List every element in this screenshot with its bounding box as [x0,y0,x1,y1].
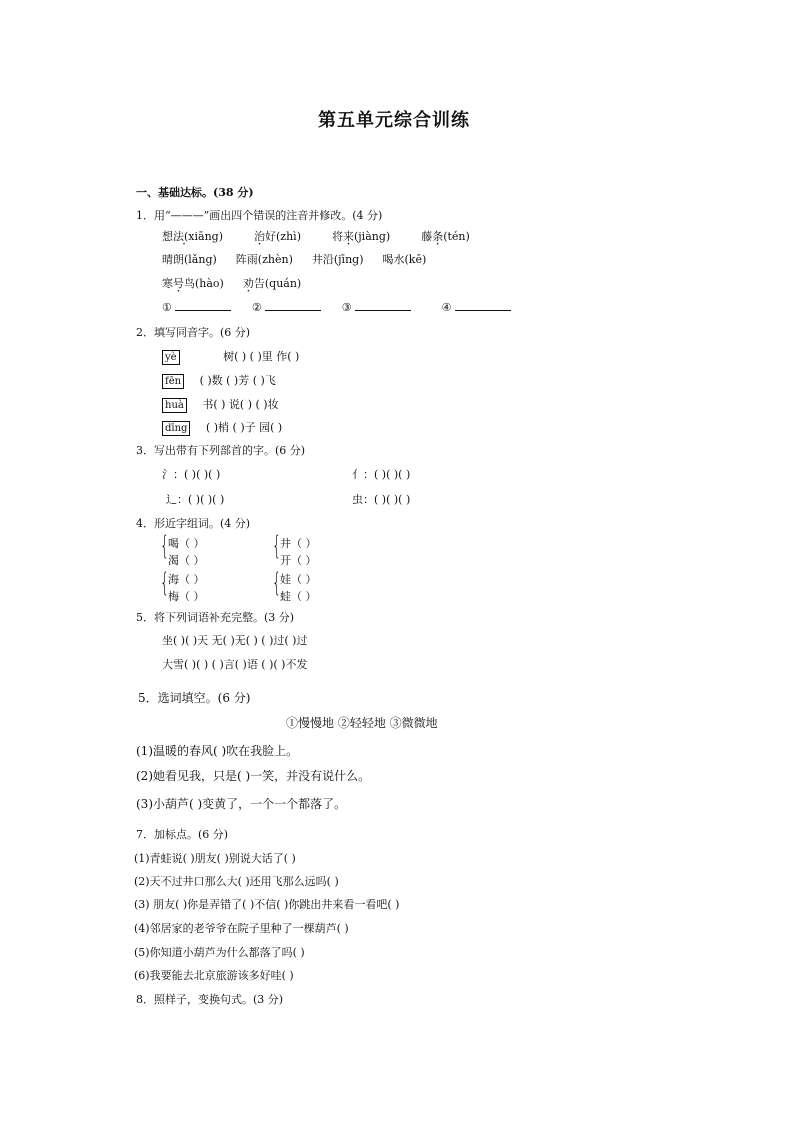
q3-item: 虫：( )( )( ) [352,493,411,506]
answer-blank[interactable]: ① [162,301,231,314]
pinyin-box: fēn [162,374,184,389]
pinyin-box: yè [162,350,180,365]
q2-row: huà 书( ) 说( ) ( )妆 [162,396,279,413]
q1-row-2: 晴朗(lǎng) 阵雨(zhèn) 井沿(jīng) 喝水(kē) [162,253,427,266]
question-2-title: 2．填写同音字。(6 分) [136,326,251,339]
q7-line: (3) 朋友( )你是弄错了( )不信( )你跳出井来看一看吧( ) [134,898,400,911]
question-3-title: 3．写出带有下列部首的字。(6 分) [136,444,306,457]
q4-item: 井（ ） [280,537,317,550]
q1-word: 治好(zhì) [254,230,301,243]
q6-line: (1)温暖的春风( )吹在我脸上。 [136,744,299,758]
q3-item: 氵：( )( )( ) [162,468,221,481]
q7-line: (1)青蛙说( )朋友( )别说大话了( ) [134,852,296,865]
q3-item: 亻：( )( )( ) [352,468,411,481]
brace: { [160,568,170,598]
word-options: ①慢慢地 ②轻轻地 ③微微地 [286,716,438,730]
q6-line: (2)她看见我，只是( )一笑，并没有说什么。 [136,769,371,783]
q7-line: (2)天不过井口那么大( )还用飞那么远吗( ) [134,875,339,888]
question-6-title: 5．选词填空。(6 分) [138,691,251,705]
q7-line: (4)邻居家的老爷爷在院子里种了一棵葫芦( ) [134,922,349,935]
brace: { [160,531,170,561]
pinyin-box: dīng [162,421,190,436]
page-title: 第五单元综合训练 [318,110,470,131]
question-4-title: 4．形近字组词。(4 分) [136,517,251,530]
answer-blank[interactable]: ③ [342,301,411,314]
question-7-title: 7．加标点。(6 分) [136,828,229,841]
question-8-title: 8．照样子，变换句式。(3 分) [136,993,284,1006]
q2-row: yè 树( ) ( )里 作( ) [162,348,299,365]
q4-item: 梅（ ） [168,590,205,603]
q7-line: (6)我要能去北京旅游该多好哇( ) [134,969,294,982]
q5-row: 大雪( )( ) ( )言( )语 ( )( )不发 [162,658,308,671]
q1-row-1 [162,228,470,244]
q6-line: (3)小葫芦( )变黄了，一个一个都落了。 [136,797,347,811]
brace: { [272,568,282,598]
q4-item: 蛙（ ） [280,590,317,603]
q2-row: fēn ( )数 ( )芳 ( )飞 [162,372,276,389]
q5-row: 坐( )( )天 无( )无( ) ( )过( )过 [162,634,308,647]
answer-blank[interactable]: ④ [442,301,511,314]
q1-answer-blanks [162,301,511,314]
q1-word: 将来(jiàng) [331,230,391,243]
answer-blank[interactable]: ② [252,301,321,314]
q4-item: 海（ ） [168,573,205,586]
q1-word: 想法(xiāng) [162,230,223,243]
pinyin-box: huà [162,398,187,413]
question-1-title: 1．用“———”画出四个错误的注音并修改。(4 分) [136,209,383,222]
section-heading: 一、基础达标。(38 分) [136,186,254,199]
q4-item: 开（ ） [280,554,317,567]
q7-line: (5)你知道小葫芦为什么都落了吗( ) [134,946,305,959]
q1-word: 藤条(tén) [421,230,470,243]
q2-row: dīng ( )梢 ( )子 园( ) [162,419,282,436]
q1-row-3: 寒号鸟(hào) 劝告(quán) [162,277,302,290]
brace: { [272,531,282,561]
q4-item: 渴（ ） [168,554,205,567]
question-5-title: 5．将下列词语补充完整。(3 分) [136,611,295,624]
q4-item: 喝（ ） [168,537,205,550]
q3-item: 辶：( )( )( ) [166,493,225,506]
q4-item: 娃（ ） [280,573,317,586]
